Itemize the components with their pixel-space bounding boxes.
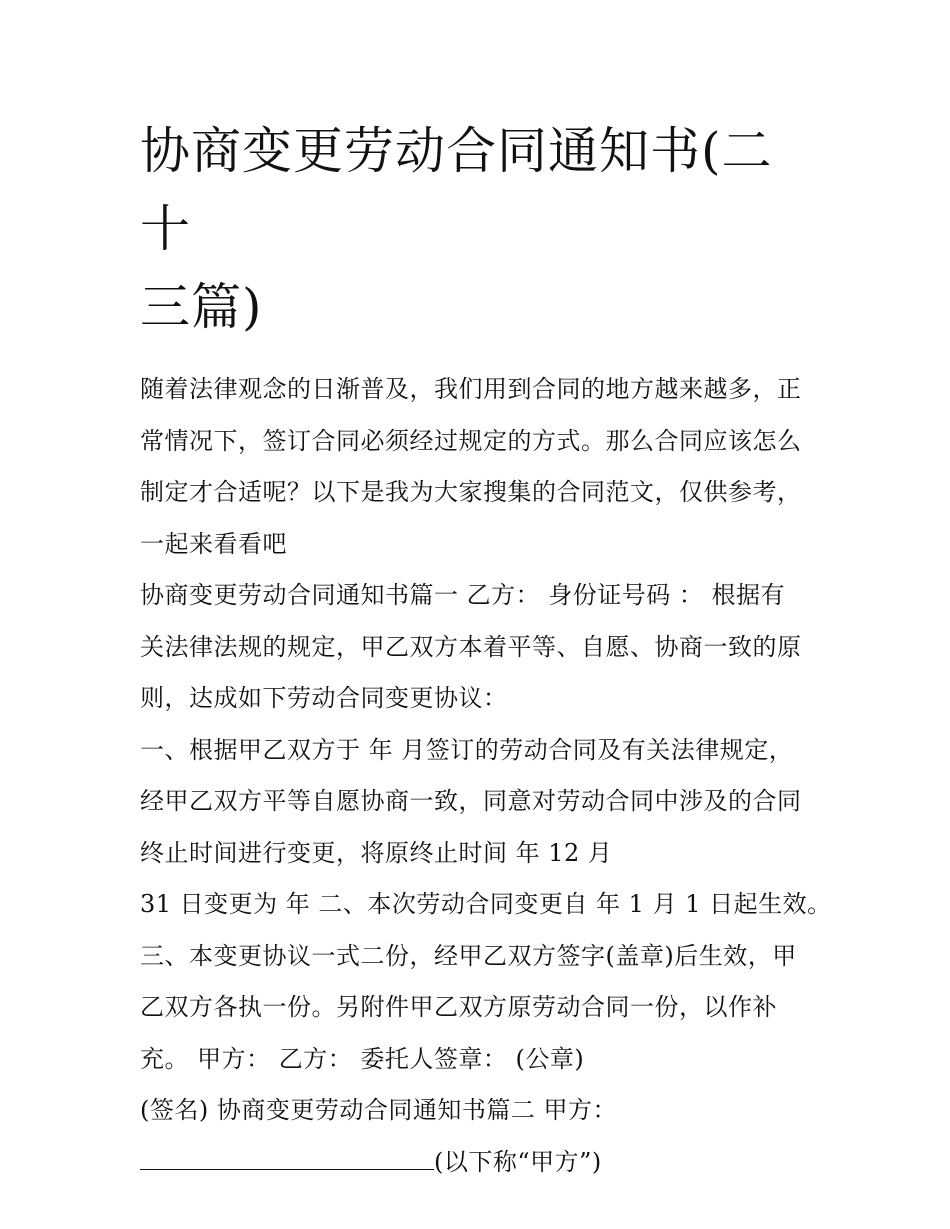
title-line-1: 协商变更劳动合同通知书(二十 (140, 122, 773, 258)
body-line: 三、本变更协议一式二份，经甲乙双方签字(盖章)后生效，甲 (140, 941, 797, 970)
blank-line (140, 1137, 812, 1189)
body-line: 31 日变更为 年 二、本次劳动合同变更自 年 1 月 1 日起生效。 (140, 890, 832, 918)
body-line: 协商变更劳动合同通知书篇一 乙方： 身份证号码 ： 根据有 (140, 581, 786, 609)
fill-in-blank (140, 1147, 434, 1170)
body-line: 充。 甲方： 乙方： 委托人签章： (公章) (140, 1044, 585, 1073)
blank-suffix: (以下称“甲方”) (434, 1147, 602, 1176)
body-line: 乙双方各执一份。另附件甲乙双方原劳动合同一份，以作补 (140, 993, 777, 1021)
title-line-2: 三篇) (140, 278, 263, 336)
body-line: 随着法律观念的日渐普及，我们用到合同的地方越来越多，正 (140, 375, 802, 403)
body-line: 经甲乙双方平等自愿协商一致，同意对劳动合同中涉及的合同 (140, 787, 802, 815)
body-line: 关法律法规的规定，甲乙双方本着平等、自愿、协商一致的原 (140, 632, 802, 661)
body-line: 一、根据甲乙双方于 年 月签订的劳动合同及有关法律规定， (140, 735, 794, 764)
document-title (140, 112, 812, 346)
document-page (140, 112, 832, 1188)
body-line: (签名) 协商变更劳动合同通知书篇二 甲方： (140, 1096, 617, 1124)
body-line: 终止时间进行变更，将原终止时间 年 12 月 (140, 838, 613, 867)
body-line: 则，达成如下劳动合同变更协议： (140, 684, 508, 712)
body-line: 一起来看看吧 (140, 529, 287, 558)
body-line: 制定才合适呢？以下是我为大家搜集的合同范文，仅供参考， (140, 478, 802, 506)
document-body (140, 364, 832, 1188)
body-line: 常情况下，签订合同必须经过规定的方式。那么合同应该怎么 (140, 426, 802, 455)
